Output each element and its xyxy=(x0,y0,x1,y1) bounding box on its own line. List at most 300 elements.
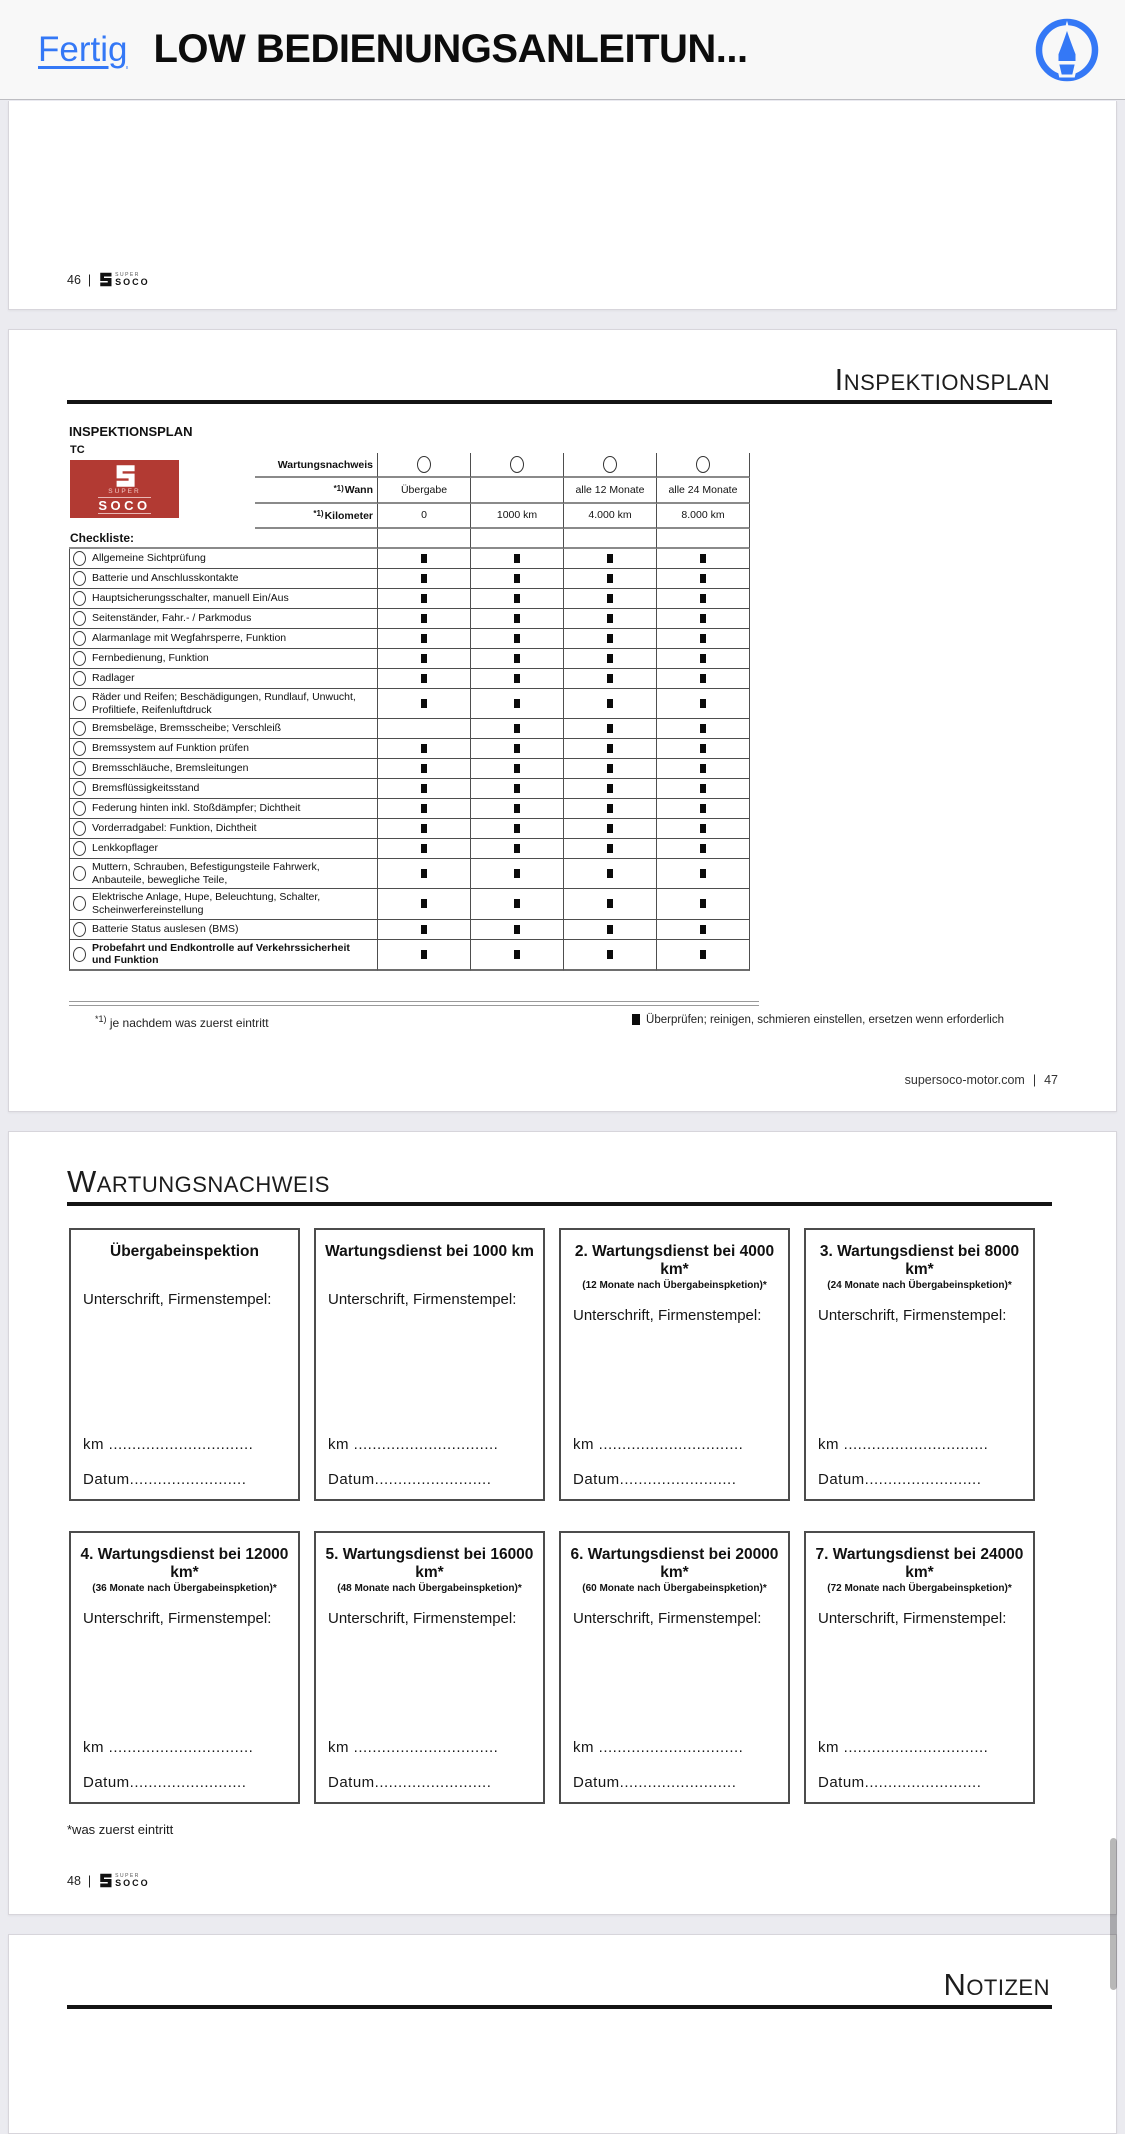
date-entry-line: Datum......................... xyxy=(83,1471,247,1488)
radio-circle-icon xyxy=(73,591,86,606)
section-rule xyxy=(67,2005,1052,2009)
checklist-mark-cell xyxy=(377,759,470,779)
km-entry-line: km ............................... xyxy=(83,1436,254,1453)
pdf-page-46 xyxy=(8,101,1117,310)
soco-s-icon xyxy=(98,272,113,287)
filled-square-mark xyxy=(700,699,706,708)
filled-square-mark xyxy=(607,614,613,623)
filled-square-mark xyxy=(700,784,706,793)
checklist-mark-cell xyxy=(377,940,470,971)
checklist-item-text: Seitenständer, Fahr.- / Parkmodus xyxy=(92,612,252,625)
checklist-mark-cell xyxy=(470,569,563,589)
checklist-mark-cell xyxy=(470,669,563,689)
filled-square-mark xyxy=(607,674,613,683)
service-box xyxy=(559,1531,790,1804)
radio-circle-icon xyxy=(73,631,86,646)
checklist-row-label xyxy=(69,859,377,889)
checklist-mark-cell xyxy=(377,779,470,799)
table-bottom-separator xyxy=(69,1001,759,1006)
checklist-mark-cell xyxy=(470,589,563,609)
checklist-mark-cell xyxy=(563,569,656,589)
checklist-row-label xyxy=(69,589,377,609)
filled-square-mark xyxy=(421,574,427,583)
checklist-mark-cell xyxy=(470,839,563,859)
radio-circle-icon xyxy=(73,947,86,962)
section-rule xyxy=(67,1202,1052,1206)
checklist-item-text: Federung hinten inkl. Stoßdämpfer; Dichtheit xyxy=(92,802,301,815)
filled-square-mark xyxy=(700,554,706,563)
checklist-mark-cell xyxy=(563,889,656,919)
header-kilometer-cell: 8.000 km xyxy=(656,504,750,529)
checklist-mark-cell xyxy=(656,609,750,629)
checklist-mark-cell xyxy=(656,819,750,839)
checklist-mark-cell xyxy=(563,799,656,819)
filled-square-mark xyxy=(514,574,520,583)
service-box-title: 2. Wartungsdienst bei 4000 km* xyxy=(574,1243,775,1278)
checklist-row-label xyxy=(69,569,377,589)
km-entry-line: km ............................... xyxy=(818,1436,989,1453)
checklist-mark-cell xyxy=(656,569,750,589)
checklist-item-text: Probefahrt und Endkontrolle auf Verkehrssicherheit und Funktion xyxy=(92,941,350,967)
service-footnote: *was zuerst eintritt xyxy=(67,1822,174,1837)
filled-square-mark xyxy=(514,744,520,753)
service-box xyxy=(314,1531,545,1804)
checklist-mark-cell xyxy=(656,779,750,799)
checklist-row-label xyxy=(69,739,377,759)
checklist-mark-cell xyxy=(470,649,563,669)
filled-square-mark xyxy=(514,614,520,623)
checkliste-empty-cell xyxy=(656,529,750,549)
filled-square-mark xyxy=(421,674,427,683)
section-title-notizen: Notizen xyxy=(943,1967,1050,2002)
checklist-row-label xyxy=(69,920,377,940)
checklist-mark-cell xyxy=(656,589,750,609)
checklist-mark-cell xyxy=(470,940,563,971)
radio-circle-icon xyxy=(73,551,86,566)
checklist-item-text: Lenkkopflager xyxy=(92,842,158,855)
checklist-mark-cell xyxy=(377,719,470,739)
checklist-mark-cell xyxy=(563,940,656,971)
checklist-mark-cell xyxy=(470,629,563,649)
filled-square-mark xyxy=(607,744,613,753)
scrollbar-thumb[interactable] xyxy=(1110,1838,1117,1990)
service-box xyxy=(804,1531,1035,1804)
filled-square-mark xyxy=(514,674,520,683)
filled-square-mark xyxy=(514,594,520,603)
service-box xyxy=(69,1531,300,1804)
checkliste-empty-cell xyxy=(377,529,470,549)
checklist-mark-cell xyxy=(563,739,656,759)
checklist-item-text: Vorderradgabel: Funktion, Dichtheit xyxy=(92,822,257,835)
checklist-item-text: Allgemeine Sichtprüfung xyxy=(92,552,206,565)
filled-square-mark xyxy=(514,804,520,813)
radio-circle-icon xyxy=(73,696,86,711)
date-entry-line: Datum......................... xyxy=(818,1471,982,1488)
filled-square-mark xyxy=(700,899,706,908)
filled-square-mark xyxy=(700,594,706,603)
service-box-title: Wartungsdienst bei 1000 km xyxy=(325,1243,534,1260)
checklist-mark-cell xyxy=(656,920,750,940)
radio-circle-icon xyxy=(73,721,86,736)
checklist-mark-cell xyxy=(563,689,656,719)
radio-circle-icon xyxy=(73,922,86,937)
checklist-item-text: Bremsflüssigkeitsstand xyxy=(92,782,200,795)
checklist-mark-cell xyxy=(377,569,470,589)
checklist-mark-cell xyxy=(377,609,470,629)
checklist-mark-cell xyxy=(470,859,563,889)
pdf-page-list xyxy=(0,101,1125,2134)
date-entry-line: Datum......................... xyxy=(818,1774,982,1791)
checklist-mark-cell xyxy=(563,589,656,609)
service-record-grid xyxy=(69,1228,1116,1804)
empty-circle-icon xyxy=(510,456,524,473)
filled-square-mark xyxy=(514,554,520,563)
checklist-mark-cell xyxy=(656,859,750,889)
checklist-mark-cell xyxy=(563,920,656,940)
filled-square-mark xyxy=(514,844,520,853)
header-circle-cell xyxy=(377,453,470,478)
signature-label: Unterschrift, Firmenstempel: xyxy=(573,1306,762,1324)
filled-square-mark xyxy=(700,764,706,773)
service-box xyxy=(804,1228,1035,1501)
section-title-wartungsnachweis: Wartungsnachweis xyxy=(67,1164,330,1199)
radio-circle-icon xyxy=(73,841,86,856)
checklist-mark-cell xyxy=(377,859,470,889)
checklist-mark-cell xyxy=(656,889,750,919)
filled-square-mark xyxy=(700,950,706,959)
checklist-row-label xyxy=(69,609,377,629)
km-footnote-sup: *1) xyxy=(313,509,324,519)
footnote-left-sup: *1) xyxy=(95,1013,107,1024)
filled-square-mark xyxy=(607,784,613,793)
footer-separator: | xyxy=(1032,1073,1037,1087)
checklist-row-label xyxy=(69,669,377,689)
checklist-item-text: Elektrische Anlage, Hupe, Beleuchtung, Schalter, Scheinwerfereinstellung xyxy=(92,891,321,916)
radio-circle-icon xyxy=(73,781,86,796)
empty-circle-icon xyxy=(603,456,617,473)
logo-soco-label: SOCO xyxy=(98,497,151,513)
pdf-page-47 xyxy=(8,329,1117,1112)
filled-square-mark xyxy=(514,784,520,793)
checklist-mark-cell xyxy=(470,759,563,779)
checklist-row-label xyxy=(69,799,377,819)
filled-square-mark xyxy=(421,614,427,623)
signature-label: Unterschrift, Firmenstempel: xyxy=(818,1609,1007,1627)
checklist-mark-cell xyxy=(470,739,563,759)
header-circle-cell xyxy=(656,453,750,478)
checklist-item-text: Muttern, Schrauben, Befestigungsteile Fahrwerk, Anbauteile, bewegliche Teile, xyxy=(92,861,320,886)
document-title: LOW BEDIENUNGSANLEITUN... xyxy=(153,27,748,71)
filled-square-mark xyxy=(607,824,613,833)
checklist-mark-cell xyxy=(563,759,656,779)
checklist-row-label xyxy=(69,779,377,799)
filled-square-mark xyxy=(607,634,613,643)
signature-label: Unterschrift, Firmenstempel: xyxy=(328,1609,517,1627)
section-title-inspektionsplan: Inspektionsplan xyxy=(834,362,1050,397)
checklist-item-text: Bremsbeläge, Bremsscheibe; Verschleiß xyxy=(92,722,282,735)
checklist-item-text: Räder und Reifen; Beschädigungen, Rundlauf, Unwucht, Profiltiefe, Reifenluftdruck xyxy=(92,691,356,716)
checklist-mark-cell xyxy=(656,739,750,759)
checklist-mark-cell xyxy=(377,839,470,859)
service-box xyxy=(314,1228,545,1501)
service-box-title: 7. Wartungsdienst bei 24000 km* xyxy=(815,1546,1024,1581)
checkliste-empty-cell xyxy=(563,529,656,549)
filled-square-mark xyxy=(421,594,427,603)
radio-circle-icon xyxy=(73,611,86,626)
filled-square-mark xyxy=(421,654,427,663)
checklist-mark-cell xyxy=(656,669,750,689)
page-47-footer xyxy=(905,1073,1058,1087)
checklist-mark-cell xyxy=(470,549,563,569)
checklist-mark-cell xyxy=(563,669,656,689)
footnote-left-text: je nachdem was zuerst eintritt xyxy=(109,1015,269,1030)
checklist-item-text: Batterie Status auslesen (BMS) xyxy=(92,922,239,935)
checklist-item-text: Alarmanlage mit Wegfahrsperre, Funktion xyxy=(92,632,287,645)
checklist-item-text: Hauptsicherungsschalter, manuell Ein/Aus xyxy=(92,592,289,605)
checklist-mark-cell xyxy=(377,799,470,819)
service-box-subtitle: (48 Monate nach Übergabeinspketion)* xyxy=(337,1582,522,1594)
footer-site: supersoco-motor.com xyxy=(904,1073,1025,1087)
filled-square-mark xyxy=(607,724,613,733)
radio-circle-icon xyxy=(73,671,86,686)
km-entry-line: km ............................... xyxy=(83,1739,254,1756)
page-number: 48 xyxy=(67,1873,81,1888)
filled-square-mark xyxy=(421,950,427,959)
checklist-row-label xyxy=(69,689,377,719)
filled-square-mark xyxy=(607,574,613,583)
filled-square-mark xyxy=(421,744,427,753)
filled-square-mark xyxy=(700,744,706,753)
footer-separator: | xyxy=(87,1873,92,1888)
filled-square-mark xyxy=(421,925,427,934)
signature-label: Unterschrift, Firmenstempel: xyxy=(818,1306,1007,1324)
service-box-subtitle: (24 Monate nach Übergabeinspketion)* xyxy=(827,1279,1012,1291)
filled-square-mark xyxy=(700,844,706,853)
checklist-row-label xyxy=(69,889,377,919)
filled-square-mark xyxy=(514,634,520,643)
service-box-title: Übergabeinspektion xyxy=(110,1243,259,1260)
checklist-mark-cell xyxy=(563,629,656,649)
header-circle-cell xyxy=(563,453,656,478)
filled-square-mark xyxy=(700,804,706,813)
filled-square-mark xyxy=(700,614,706,623)
filled-square-mark xyxy=(421,869,427,878)
footnotes-row xyxy=(95,1014,1004,1030)
filled-square-mark xyxy=(514,824,520,833)
checklist-mark-cell xyxy=(377,689,470,719)
wann-label: Wann xyxy=(344,484,373,497)
inspection-table-zone xyxy=(69,424,751,971)
filled-square-icon xyxy=(632,1014,640,1025)
checklist-row-label xyxy=(69,819,377,839)
radio-circle-icon xyxy=(73,801,86,816)
filled-square-mark xyxy=(421,764,427,773)
checklist-mark-cell xyxy=(656,549,750,569)
checklist-mark-cell xyxy=(377,920,470,940)
checklist-mark-cell xyxy=(656,839,750,859)
filled-square-mark xyxy=(700,634,706,643)
filled-square-mark xyxy=(421,899,427,908)
pdf-page-49 xyxy=(8,1934,1117,2134)
header-wann-cell xyxy=(470,478,563,504)
checklist-mark-cell xyxy=(377,819,470,839)
service-box-subtitle: (12 Monate nach Übergabeinspketion)* xyxy=(582,1279,767,1291)
brand-super-label: SUPER xyxy=(115,1873,140,1879)
super-soco-logo xyxy=(98,272,150,287)
checklist-mark-cell xyxy=(563,779,656,799)
filled-square-mark xyxy=(421,804,427,813)
service-box-title: 6. Wartungsdienst bei 20000 km* xyxy=(570,1546,779,1581)
signature-label: Unterschrift, Firmenstempel: xyxy=(328,1290,517,1308)
header-kilometer-cell: 0 xyxy=(377,504,470,529)
filled-square-mark xyxy=(700,574,706,583)
checklist-mark-cell xyxy=(563,609,656,629)
done-button[interactable]: Fertig xyxy=(38,29,128,69)
service-box-subtitle: (60 Monate nach Übergabeinspketion)* xyxy=(582,1582,767,1594)
radio-circle-icon xyxy=(73,821,86,836)
signature-label: Unterschrift, Firmenstempel: xyxy=(83,1609,272,1627)
checklist-mark-cell xyxy=(470,889,563,919)
checklist-row-label xyxy=(69,839,377,859)
service-box-title: 4. Wartungsdienst bei 12000 km* xyxy=(80,1546,289,1581)
checklist-row-label xyxy=(69,649,377,669)
markup-pen-icon xyxy=(1033,72,1101,87)
checklist-mark-cell xyxy=(563,859,656,889)
filled-square-mark xyxy=(421,844,427,853)
checklist-mark-cell xyxy=(656,719,750,739)
footnote-right-text: Überprüfen; reinigen, schmieren einstellen, ersetzen wenn erforderlich xyxy=(646,1013,1004,1026)
header-wann-cell: alle 12 Monate xyxy=(563,478,656,504)
checklist-mark-cell xyxy=(377,589,470,609)
service-box-subtitle: (36 Monate nach Übergabeinspketion)* xyxy=(92,1582,277,1594)
checklist-item-text: Bremsschläuche, Bremsleitungen xyxy=(92,762,249,775)
checklist-mark-cell xyxy=(563,819,656,839)
footer-separator: | xyxy=(87,272,92,287)
empty-circle-icon xyxy=(696,456,710,473)
table-header-wann xyxy=(69,478,377,504)
header-wann-cell: alle 24 Monate xyxy=(656,478,750,504)
page-number: 47 xyxy=(1044,1073,1058,1087)
filled-square-mark xyxy=(514,764,520,773)
table-header-nachweis xyxy=(69,453,377,478)
filled-square-mark xyxy=(421,554,427,563)
filled-square-mark xyxy=(514,899,520,908)
checkliste-heading: Checkliste: xyxy=(69,529,377,549)
km-entry-line: km ............................... xyxy=(818,1739,989,1756)
checklist-mark-cell xyxy=(470,689,563,719)
filled-square-mark xyxy=(514,950,520,959)
page-48-footer xyxy=(67,1873,150,1888)
signature-label: Unterschrift, Firmenstempel: xyxy=(83,1290,272,1308)
checklist-mark-cell xyxy=(377,649,470,669)
checkliste-empty-cell xyxy=(470,529,563,549)
section-rule xyxy=(67,400,1052,404)
brand-super-label: SUPER xyxy=(115,272,140,278)
filled-square-mark xyxy=(607,764,613,773)
page-number: 46 xyxy=(67,272,81,287)
filled-square-mark xyxy=(700,824,706,833)
checklist-mark-cell xyxy=(656,649,750,669)
service-box-subtitle: (72 Monate nach Übergabeinspketion)* xyxy=(827,1582,1012,1594)
checklist-row-label xyxy=(69,549,377,569)
date-entry-line: Datum......................... xyxy=(573,1774,737,1791)
filled-square-mark xyxy=(607,925,613,934)
km-entry-line: km ............................... xyxy=(573,1436,744,1453)
checklist-item-text: Batterie und Anschlusskontakte xyxy=(92,572,239,585)
brand-soco-label: SOCO xyxy=(115,277,150,287)
checklist-mark-cell xyxy=(377,629,470,649)
filled-square-mark xyxy=(700,869,706,878)
pdf-page-48 xyxy=(8,1131,1117,1915)
checklist-mark-cell xyxy=(656,799,750,819)
filled-square-mark xyxy=(421,634,427,643)
checklist-item-text: Fernbedienung, Funktion xyxy=(92,652,209,665)
checklist-mark-cell xyxy=(563,649,656,669)
logo-super-label: SUPER xyxy=(108,488,141,496)
filled-square-mark xyxy=(421,824,427,833)
service-box-title: 3. Wartungsdienst bei 8000 km* xyxy=(819,1243,1020,1278)
checklist-mark-cell xyxy=(470,719,563,739)
filled-square-mark xyxy=(700,724,706,733)
radio-circle-icon xyxy=(73,866,86,881)
km-entry-line: km ............................... xyxy=(328,1436,499,1453)
filled-square-mark xyxy=(607,554,613,563)
checklist-mark-cell xyxy=(656,759,750,779)
checklist-mark-cell xyxy=(377,669,470,689)
filled-square-mark xyxy=(607,699,613,708)
checklist-mark-cell xyxy=(563,719,656,739)
kilometer-label: Kilometer xyxy=(324,509,373,522)
checklist-mark-cell xyxy=(470,779,563,799)
filled-square-mark xyxy=(514,925,520,934)
radio-circle-icon xyxy=(73,651,86,666)
soco-s-icon xyxy=(98,1873,113,1888)
checklist-row-label xyxy=(69,759,377,779)
markup-button[interactable] xyxy=(1033,16,1101,84)
filled-square-mark xyxy=(607,899,613,908)
checklist-mark-cell xyxy=(470,819,563,839)
model-code-label: TC xyxy=(70,444,85,456)
date-entry-line: Datum......................... xyxy=(83,1774,247,1791)
service-box xyxy=(69,1228,300,1501)
filled-square-mark xyxy=(514,699,520,708)
checklist-row-label xyxy=(69,719,377,739)
checklist-item-text: Bremssystem auf Funktion prüfen xyxy=(92,742,249,755)
filled-square-mark xyxy=(607,654,613,663)
nachweis-label: Wartungsnachweis xyxy=(277,458,373,471)
filled-square-mark xyxy=(700,654,706,663)
checklist-row-label xyxy=(69,629,377,649)
inspection-plan-table xyxy=(69,453,751,971)
filled-square-mark xyxy=(514,654,520,663)
checklist-mark-cell xyxy=(377,739,470,759)
service-box xyxy=(559,1228,790,1501)
footnote-left xyxy=(95,1014,269,1030)
filled-square-mark xyxy=(607,594,613,603)
checklist-mark-cell xyxy=(377,889,470,919)
header-wann-cell: Übergabe xyxy=(377,478,470,504)
filled-square-mark xyxy=(700,674,706,683)
filled-square-mark xyxy=(421,784,427,793)
filled-square-mark xyxy=(607,804,613,813)
page-46-footer xyxy=(67,272,150,287)
inspektionsplan-heading: INSPEKTIONSPLAN xyxy=(69,424,193,439)
brand-soco-label: SOCO xyxy=(115,1878,150,1888)
filled-square-mark xyxy=(607,869,613,878)
date-entry-line: Datum......................... xyxy=(328,1471,492,1488)
navigation-bar xyxy=(0,0,1125,100)
filled-square-mark xyxy=(607,844,613,853)
